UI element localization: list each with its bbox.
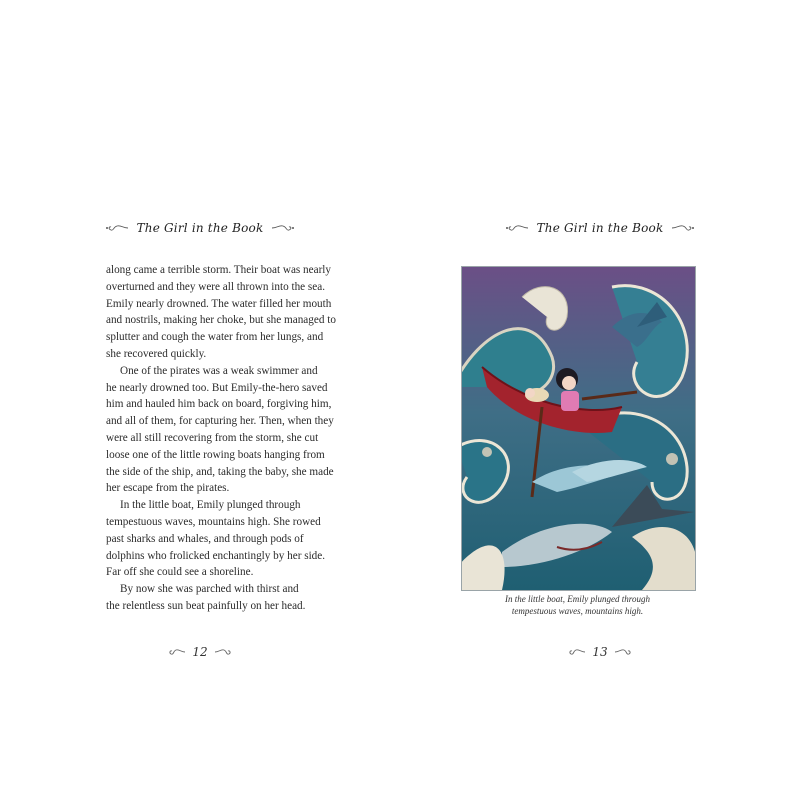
text-line: In the little boat, Emily plunged through xyxy=(120,499,301,512)
text-line: were all still recovering from the storm, she cut xyxy=(106,431,319,444)
caption-line: tempestuous waves, mountains high. xyxy=(511,606,644,616)
text-line: One of the pirates was a weak swimmer and xyxy=(120,364,318,377)
text-line: and all of them, for capturing her. Then, when they xyxy=(106,415,334,428)
storm-illustration xyxy=(461,266,696,591)
running-title: The Girl in the Book xyxy=(536,221,664,235)
text-line: him and hauled him back on board, forgiving him, xyxy=(106,398,332,411)
illustration-caption xyxy=(461,593,694,617)
text-line: dolphins who frolicked enchantingly by her side. xyxy=(106,549,326,562)
folio-flourish-left-icon xyxy=(166,647,186,657)
page-number: 13 xyxy=(592,645,608,659)
text-line: the relentless sun beat painfully on her head. xyxy=(106,599,306,612)
text-line: past sharks and whales, and through pods of xyxy=(106,532,304,545)
caption-line: In the little boat, Emily plunged through xyxy=(505,594,650,604)
folio-right xyxy=(400,644,800,660)
flourish-right-icon xyxy=(671,222,695,234)
running-title: The Girl in the Book xyxy=(136,221,264,235)
folio-left xyxy=(0,644,400,660)
running-head-left xyxy=(0,218,400,238)
text-line: along came a terrible storm. Their boat was nearly xyxy=(106,264,332,276)
body-text xyxy=(106,262,340,615)
text-line: By now she was parched with thirst and xyxy=(120,583,299,596)
text-line: loose one of the little rowing boats hanging from xyxy=(106,448,325,461)
text-line: Emily nearly drowned. The water filled her mouth xyxy=(106,297,332,310)
running-head-right xyxy=(400,218,800,238)
flourish-right-icon xyxy=(271,222,295,234)
text-line: the side of the ship, and, taking the baby, she made xyxy=(106,465,334,478)
text-line: he nearly drowned too. But Emily-the-hero saved xyxy=(106,381,328,394)
text-line: overturned and they were all thrown into the sea. xyxy=(106,280,326,293)
folio-flourish-right-icon xyxy=(214,647,234,657)
storm-sea-picture xyxy=(462,267,695,590)
page-number: 12 xyxy=(192,645,208,659)
flourish-left-icon xyxy=(505,222,529,234)
text-line: she recovered quickly. xyxy=(106,347,207,360)
text-line: and nostrils, making her choke, but she managed to xyxy=(106,314,336,327)
right-page xyxy=(400,0,800,800)
text-line: tempestuous waves, mountains high. She rowed xyxy=(106,515,321,528)
flourish-left-icon xyxy=(105,222,129,234)
text-line: her escape from the pirates. xyxy=(106,482,230,495)
folio-flourish-left-icon xyxy=(566,647,586,657)
text-line: Far off she could see a shoreline. xyxy=(106,566,254,579)
folio-flourish-right-icon xyxy=(614,647,634,657)
text-line: splutter and cough the water from her lungs, and xyxy=(106,331,324,344)
